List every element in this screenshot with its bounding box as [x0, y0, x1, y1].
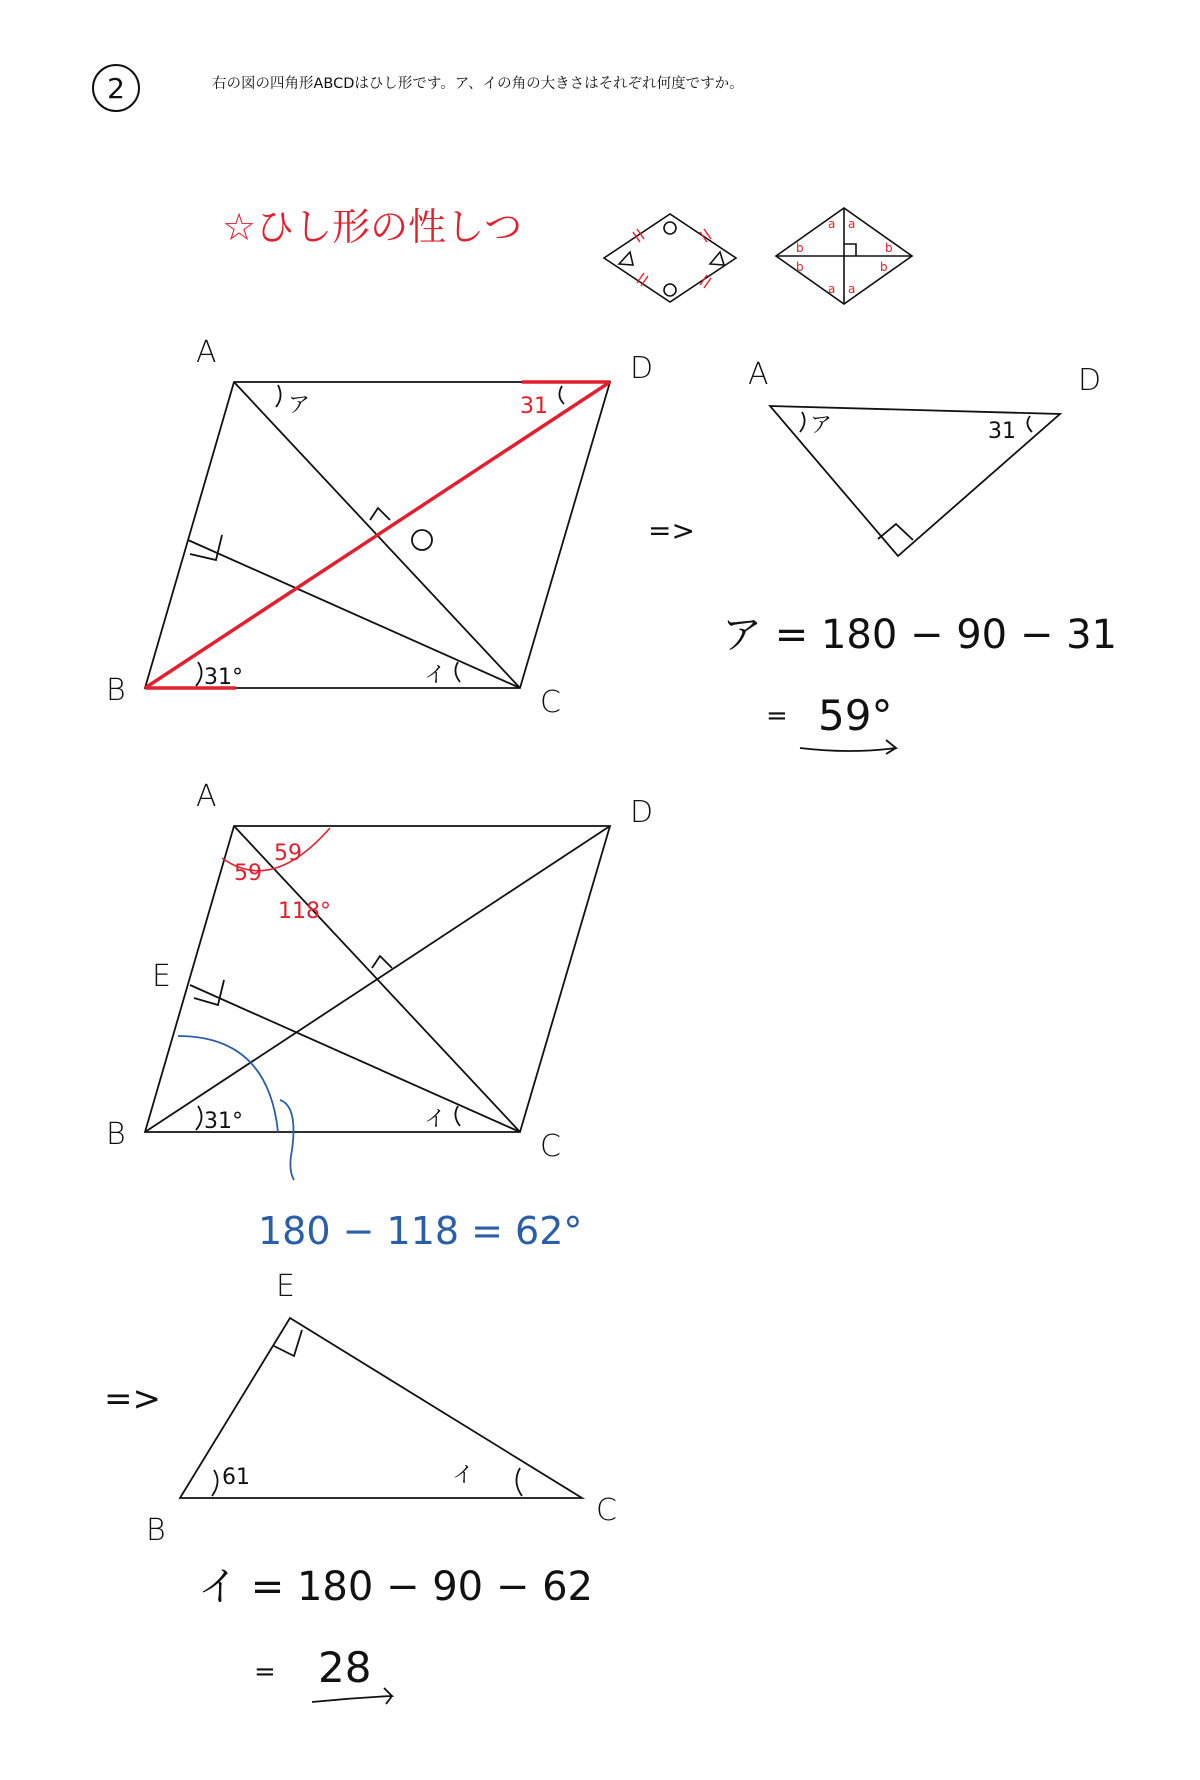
- fig2-label-b: B: [106, 1117, 126, 1152]
- svg-text:b: b: [880, 260, 888, 274]
- arrow-1: =>: [648, 514, 695, 547]
- calc2-line: イ = 180 − 90 − 62: [198, 1564, 593, 1610]
- property-rhombus-angles: [604, 214, 736, 302]
- calc1-answer: 59°: [818, 691, 893, 740]
- fig2-angle-b: 31°: [204, 1109, 243, 1134]
- svg-text:a: a: [828, 217, 836, 231]
- calc1-line: ア = 180 − 90 − 31: [722, 612, 1117, 658]
- svg-text:a: a: [848, 217, 856, 231]
- svg-text:a: a: [828, 282, 836, 296]
- fig2-blue-arc: [178, 1036, 294, 1180]
- calc1-answer-underline: [800, 740, 896, 754]
- svg-text:b: b: [796, 241, 804, 255]
- fig1-angle-i: イ: [424, 663, 447, 688]
- tri1-label-a: A: [748, 357, 769, 392]
- fig2-label-a: A: [196, 779, 217, 814]
- fig2-angle-left: 59: [234, 861, 262, 886]
- calc2-answer: 28: [318, 1643, 372, 1692]
- property-rhombus-diagonals: [776, 208, 912, 304]
- arrow-2: =>: [104, 1379, 161, 1419]
- question-text: 右の図の四角形ABCDはひし形です。ア、イの角の大きさはそれぞれ何度ですか。: [212, 76, 744, 92]
- tri1-angle-d: 31: [988, 419, 1016, 444]
- fig1-label-c: C: [540, 685, 561, 720]
- fig1-angle-b: 31°: [204, 665, 243, 690]
- tri2-label-b: B: [146, 1513, 166, 1548]
- fig1-label-b: B: [106, 673, 126, 708]
- fig2-angle-total: 118°: [278, 899, 331, 924]
- fig2-label-c: C: [540, 1129, 561, 1164]
- svg-text:b: b: [796, 260, 804, 274]
- blue-calc: 180 − 118 = 62°: [258, 1209, 583, 1253]
- calc1-eq: =: [766, 701, 788, 731]
- fig1-angle-d: 31: [520, 394, 548, 419]
- calc2-eq: =: [254, 1657, 276, 1687]
- svg-text:a: a: [848, 282, 856, 296]
- fig2-label-d: D: [630, 795, 654, 830]
- fig2-angle-right: 59: [274, 841, 302, 866]
- fig1-angle-a: ア: [288, 393, 311, 418]
- figure-2-rhombus: [145, 826, 610, 1132]
- problem-number: 2: [92, 64, 140, 112]
- tri2-angle-i: イ: [452, 1463, 475, 1488]
- svg-text:b: b: [885, 241, 893, 255]
- fig2-angle-i: イ: [424, 1107, 447, 1132]
- tri2-label-c: C: [596, 1493, 617, 1528]
- figure-1-diagonal-bd: [145, 382, 610, 688]
- fig1-label-d: D: [630, 351, 654, 386]
- tri2-label-e: E: [276, 1269, 295, 1304]
- fig2-label-e: E: [152, 959, 171, 994]
- properties-heading: ☆ひし形の性しつ: [222, 205, 523, 249]
- tri1-angle-a: ア: [810, 413, 833, 438]
- tri2-angle-b: 61: [222, 1465, 250, 1490]
- tri1-label-d: D: [1078, 363, 1102, 398]
- fig1-label-a: A: [196, 335, 217, 370]
